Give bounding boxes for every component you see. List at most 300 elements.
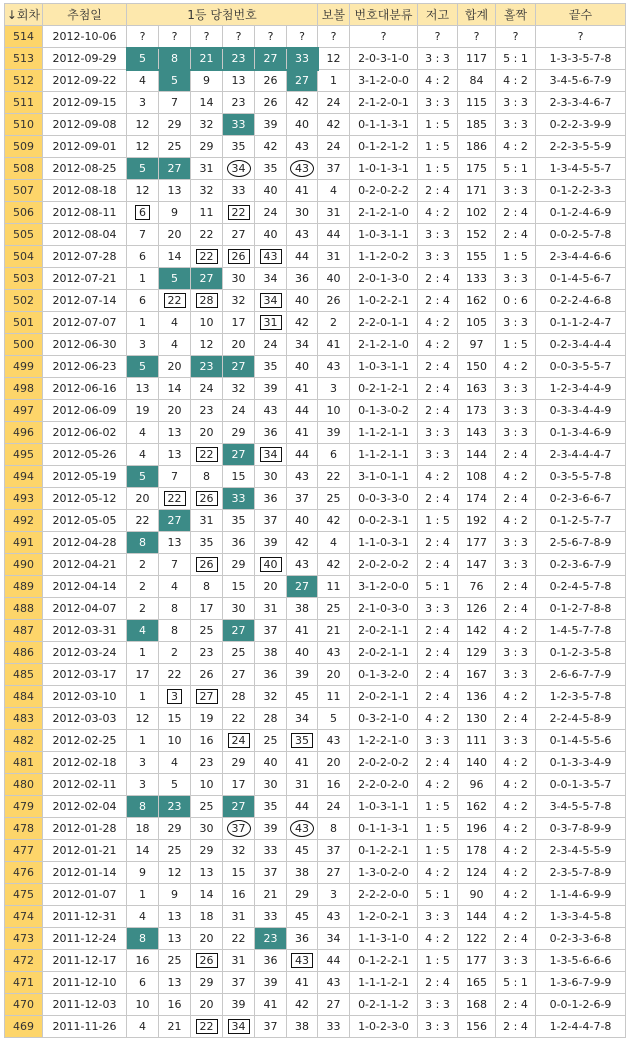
number-value: 30 [231,272,246,285]
low-high-cell: 4 : 2 [418,202,458,224]
low-high-cell: 1 : 5 [418,510,458,532]
number-value: 15 [231,866,246,879]
odd-even-cell: 2 : 4 [496,576,536,598]
number-cell [127,906,159,928]
number-value: 13 [167,932,182,945]
low-high-cell: 2 : 4 [418,488,458,510]
low-high-cell: 2 : 4 [418,378,458,400]
number-value: 21 [263,888,278,901]
number-value: 40 [263,184,278,197]
number-cell [159,48,191,70]
date-cell: 2012-02-18 [43,752,127,774]
number-value: 32 [199,118,214,131]
date-cell: 2012-09-29 [43,48,127,70]
number-cell [223,554,255,576]
number-cell [159,752,191,774]
number-cell [223,224,255,246]
date-cell: 2012-02-11 [43,774,127,796]
number-value: 35 [263,360,278,373]
group-cell: 1-1-0-3-1 [350,532,418,554]
number-value: 12 [135,184,150,197]
number-cell [159,466,191,488]
number-cell [255,994,287,1016]
number-value: 29 [231,558,246,571]
sum-cell: 126 [458,598,496,620]
number-cell [191,664,223,686]
number-cell [255,884,287,906]
number-value: 23 [167,800,182,813]
number-cell [223,488,255,510]
number-value: 9 [171,206,178,219]
low-high-cell: 2 : 4 [418,290,458,312]
number-value: 2 [139,558,146,571]
number-cell [287,246,318,268]
bonus-cell: 43 [318,730,350,752]
number-cell [255,554,287,576]
table-row [5,180,626,202]
number-value: 31 [199,162,214,175]
sum-cell: 84 [458,70,496,92]
number-cell [191,752,223,774]
number-cell [255,774,287,796]
number-value: 22 [231,932,246,945]
number-value: 34 [227,160,251,177]
number-value: 25 [167,140,182,153]
number-cell [255,510,287,532]
number-cell [223,422,255,444]
number-cell [159,290,191,312]
number-value: 31 [263,602,278,615]
sum-cell: 175 [458,158,496,180]
odd-even-cell: 2 : 4 [496,1016,536,1038]
bonus-cell: 4 [318,532,350,554]
round-cell: 470 [5,994,43,1016]
number-value: 4 [139,1020,146,1033]
header-round[interactable]: ↓회차 [5,4,43,26]
end-digits-cell: 1-4-5-7-7-8 [536,620,626,642]
number-cell [223,180,255,202]
number-value: 26 [196,557,218,572]
number-value: 20 [167,404,182,417]
number-cell [223,774,255,796]
round-cell: 508 [5,158,43,180]
odd-even-cell: ? [496,26,536,48]
number-cell [255,686,287,708]
number-cell [127,422,159,444]
number-value: 8 [171,602,178,615]
number-cell [223,510,255,532]
bonus-cell: 10 [318,400,350,422]
number-cell [159,510,191,532]
low-high-cell: 4 : 2 [418,312,458,334]
round-cell: 493 [5,488,43,510]
number-value: 29 [167,822,182,835]
number-cell [255,290,287,312]
number-value: 20 [199,932,214,945]
number-value: ? [299,30,305,43]
number-value: 3 [139,778,146,791]
number-value: 20 [231,338,246,351]
number-cell [159,928,191,950]
number-cell [255,752,287,774]
number-value: 29 [295,888,309,901]
number-cell [159,202,191,224]
sum-cell: 129 [458,642,496,664]
bonus-cell: 31 [318,202,350,224]
group-cell: 1-3-0-2-0 [350,862,418,884]
low-high-cell: 4 : 2 [418,334,458,356]
number-value: ? [203,30,210,43]
number-value: 35 [263,800,278,813]
number-cell [287,422,318,444]
number-value: 41 [295,184,309,197]
date-cell: 2012-03-31 [43,620,127,642]
table-row [5,70,626,92]
number-value: 27 [231,624,246,637]
number-value: 38 [295,866,309,879]
number-value: 8 [171,624,178,637]
number-value: 43 [295,470,309,483]
number-value: 41 [295,756,309,769]
sum-cell: 192 [458,510,496,532]
odd-even-cell: 4 : 2 [496,686,536,708]
number-cell [159,488,191,510]
number-cell [191,686,223,708]
number-cell [223,796,255,818]
low-high-cell: 1 : 5 [418,796,458,818]
number-cell [287,202,318,224]
number-value: 32 [231,382,246,395]
number-value: 39 [263,822,278,835]
table-row [5,510,626,532]
number-value: 40 [295,118,309,131]
number-value: 38 [263,646,278,659]
number-cell [191,1016,223,1038]
number-cell [191,246,223,268]
number-cell [287,774,318,796]
end-digits-cell: 0-1-2-4-6-9 [536,202,626,224]
number-cell [159,158,191,180]
odd-even-cell: 3 : 3 [496,312,536,334]
number-cell [191,598,223,620]
number-value: 16 [167,998,182,1011]
number-cell [223,70,255,92]
odd-even-cell: 3 : 3 [496,422,536,444]
number-value: 40 [260,557,282,572]
number-value: 8 [139,932,146,945]
number-cell [127,554,159,576]
number-cell [159,818,191,840]
number-cell [223,950,255,972]
number-cell [287,26,318,48]
round-cell: 502 [5,290,43,312]
end-digits-cell: 3-4-5-5-7-8 [536,796,626,818]
odd-even-cell: 3 : 3 [496,92,536,114]
table-row [5,378,626,400]
date-cell: 2012-03-10 [43,686,127,708]
number-value: 30 [263,778,278,791]
group-cell: 0-2-1-1-2 [350,994,418,1016]
end-digits-cell: 0-0-1-3-5-7 [536,774,626,796]
number-cell [127,268,159,290]
number-value: 43 [260,249,282,264]
number-cell [287,158,318,180]
group-cell: 2-0-3-1-0 [350,48,418,70]
number-value: 26 [196,953,218,968]
number-cell [287,70,318,92]
number-value: 37 [227,820,251,837]
number-cell [159,180,191,202]
date-cell: 2012-08-04 [43,224,127,246]
date-cell: 2012-05-26 [43,444,127,466]
date-cell: 2012-07-28 [43,246,127,268]
number-value: 14 [199,888,214,901]
number-value: 34 [295,338,309,351]
bonus-cell: 5 [318,708,350,730]
number-cell [255,906,287,928]
date-cell: 2012-06-09 [43,400,127,422]
sum-cell: 196 [458,818,496,840]
number-cell [159,906,191,928]
round-cell: 499 [5,356,43,378]
end-digits-cell: 0-2-2-4-6-8 [536,290,626,312]
number-value: 43 [295,228,309,241]
number-cell [191,180,223,202]
sum-cell: 117 [458,48,496,70]
number-cell [191,576,223,598]
number-value: 35 [231,140,246,153]
bonus-cell: 33 [318,1016,350,1038]
number-value: 15 [231,580,246,593]
group-cell: 1-0-3-1-1 [350,224,418,246]
table-row [5,312,626,334]
number-cell [255,136,287,158]
end-digits-cell: 2-5-6-7-8-9 [536,532,626,554]
end-digits-cell: 1-2-3-5-7-8 [536,686,626,708]
round-cell: 479 [5,796,43,818]
number-cell [287,378,318,400]
round-cell: 497 [5,400,43,422]
number-value: 4 [139,74,146,87]
end-digits-cell: 0-1-2-7-8-8 [536,598,626,620]
number-value: 4 [139,624,146,637]
number-cell [159,334,191,356]
round-cell: 505 [5,224,43,246]
number-value: 22 [167,668,182,681]
odd-even-cell: 3 : 3 [496,730,536,752]
number-value: 40 [263,756,278,769]
table-row [5,840,626,862]
number-cell [191,26,223,48]
number-cell [127,70,159,92]
table-row [5,906,626,928]
number-cell [191,620,223,642]
sum-cell: 162 [458,796,496,818]
table-row [5,642,626,664]
bonus-cell: 41 [318,334,350,356]
sum-cell: ? [458,26,496,48]
number-value: 42 [295,536,309,549]
number-value: 12 [167,866,182,879]
group-cell: 0-1-1-3-1 [350,114,418,136]
number-cell [255,356,287,378]
number-cell [287,334,318,356]
number-value: 33 [263,844,278,857]
low-high-cell: 1 : 5 [418,158,458,180]
group-cell: 0-2-0-2-2 [350,180,418,202]
end-digits-cell: 0-0-2-5-7-8 [536,224,626,246]
number-value: 25 [167,954,182,967]
number-value: 22 [135,514,150,527]
group-cell: 2-0-2-1-1 [350,620,418,642]
bonus-cell: 21 [318,620,350,642]
number-value: 31 [231,954,246,967]
number-cell [223,840,255,862]
number-cell [127,972,159,994]
header-low-high: 저고 [418,4,458,26]
round-cell: 481 [5,752,43,774]
group-cell: 2-0-2-0-2 [350,752,418,774]
odd-even-cell: 4 : 2 [496,510,536,532]
number-cell [223,202,255,224]
group-cell: 2-1-0-3-0 [350,598,418,620]
odd-even-cell: 4 : 2 [496,356,536,378]
number-cell [287,92,318,114]
number-value: 36 [231,536,246,549]
round-cell: 492 [5,510,43,532]
table-row [5,576,626,598]
number-value: 7 [171,470,178,483]
odd-even-cell: 2 : 4 [496,444,536,466]
number-value: 32 [199,184,214,197]
number-cell [287,312,318,334]
number-cell [127,356,159,378]
number-cell [223,752,255,774]
number-value: 41 [295,382,309,395]
end-digits-cell: 0-2-3-6-6-7 [536,488,626,510]
number-cell [127,620,159,642]
number-cell [159,994,191,1016]
number-value: 9 [203,74,210,87]
number-cell [191,378,223,400]
number-cell [191,862,223,884]
number-value: 23 [199,404,214,417]
number-cell [287,444,318,466]
number-cell [159,312,191,334]
low-high-cell: 2 : 4 [418,620,458,642]
number-cell [287,884,318,906]
number-cell [255,730,287,752]
odd-even-cell: 2 : 4 [496,202,536,224]
number-cell [287,818,318,840]
number-value: 31 [199,514,214,527]
date-cell: 2012-03-24 [43,642,127,664]
number-cell [127,774,159,796]
number-cell [127,290,159,312]
number-value: 24 [263,206,278,219]
number-cell [287,268,318,290]
number-value: 5 [171,272,178,285]
round-cell: 490 [5,554,43,576]
end-digits-cell: 0-2-2-3-9-9 [536,114,626,136]
bonus-cell: 37 [318,158,350,180]
sum-cell: 177 [458,532,496,554]
number-cell [159,422,191,444]
number-value: 17 [231,316,246,329]
number-value: 1 [139,316,146,329]
low-high-cell: 3 : 3 [418,906,458,928]
number-cell [223,444,255,466]
number-cell [191,312,223,334]
number-cell [223,994,255,1016]
group-cell: 1-0-1-3-1 [350,158,418,180]
date-cell: 2012-01-14 [43,862,127,884]
table-row [5,884,626,906]
number-cell [223,532,255,554]
number-cell [127,312,159,334]
number-cell [255,312,287,334]
sum-cell: 122 [458,928,496,950]
low-high-cell: 1 : 5 [418,114,458,136]
number-cell [255,444,287,466]
number-cell [255,818,287,840]
number-value: 27 [167,514,182,527]
number-value: 5 [139,162,146,175]
number-value: 6 [139,250,146,263]
number-value: 13 [167,910,182,923]
number-cell [223,334,255,356]
number-cell [159,620,191,642]
round-cell: 472 [5,950,43,972]
number-cell [191,202,223,224]
bonus-cell: 34 [318,928,350,950]
number-cell [287,136,318,158]
date-cell: 2012-09-01 [43,136,127,158]
low-high-cell: 3 : 3 [418,444,458,466]
number-value: 34 [260,293,282,308]
number-cell [287,598,318,620]
number-cell [223,246,255,268]
number-value: 37 [263,1020,278,1033]
number-value: 39 [263,382,278,395]
number-value: 17 [135,668,150,681]
number-value: 8 [139,800,146,813]
number-value: 44 [295,250,309,263]
table-row [5,334,626,356]
number-value: 29 [167,118,182,131]
number-cell [287,730,318,752]
number-value: 29 [199,844,214,857]
end-digits-cell: 0-3-7-8-9-9 [536,818,626,840]
number-value: 24 [199,382,214,395]
table-row [5,862,626,884]
number-value: 8 [203,580,210,593]
low-high-cell: 2 : 4 [418,686,458,708]
odd-even-cell: 3 : 3 [496,642,536,664]
low-high-cell: 1 : 5 [418,950,458,972]
number-value: 25 [263,734,278,747]
number-cell [159,642,191,664]
number-value: 40 [263,228,278,241]
number-value: 1 [139,690,146,703]
number-cell [287,972,318,994]
table-row [5,796,626,818]
odd-even-cell: 4 : 2 [496,466,536,488]
round-cell: 483 [5,708,43,730]
end-digits-cell: 0-1-4-5-5-6 [536,730,626,752]
number-value: 25 [231,646,246,659]
bonus-cell: 3 [318,884,350,906]
